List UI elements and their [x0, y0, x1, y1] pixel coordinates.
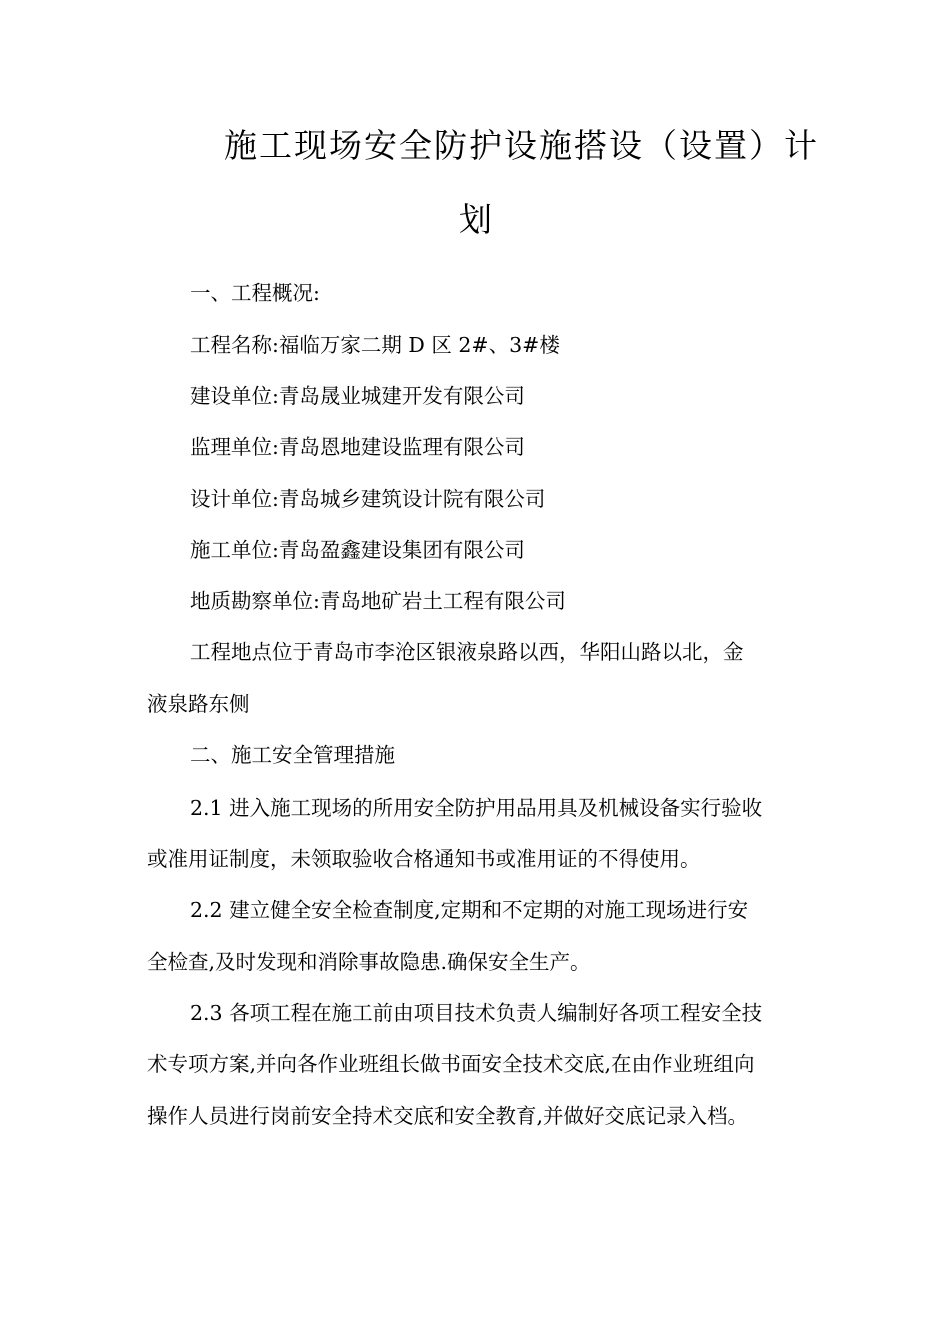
measure-2-2-line-1: 2.2 建立健全安全检查制度,定期和不定期的对施工现场进行安: [190, 898, 749, 922]
measure-2-1-line-2: 或准用证制度，未领取验收合格通知书或准用证的不得使用。: [147, 847, 701, 871]
measure-2-2-line-2: 全检查,及时发现和消除事故隐患.确保安全生产。: [147, 950, 591, 974]
measure-2-3-line-3: 操作人员进行岗前安全持术交底和安全教育,并做好交底记录入档。: [147, 1104, 749, 1128]
document-title-line-2: 划: [459, 200, 494, 239]
supervisor-line: 监理单位:青岛恩地建设监理有限公司: [190, 435, 525, 459]
designer-line: 设计单位:青岛城乡建筑设计院有限公司: [190, 487, 546, 511]
measure-2-1-line-1: 2.1 进入施工现场的所用安全防护用品用具及机械设备实行验收: [190, 796, 763, 820]
section-2-heading: 二、施工安全管理措施: [190, 743, 395, 767]
location-line-1: 工程地点位于青岛市李沧区银液泉路以西，华阳山路以北，金: [190, 640, 744, 664]
developer-line: 建设单位:青岛晟业城建开发有限公司: [190, 384, 525, 408]
document-title-line-1: 施工现场安全防护设施搭设（设置）计: [224, 126, 819, 165]
section-1-heading: 一、工程概况:: [190, 281, 320, 305]
measure-2-3-line-1: 2.3 各项工程在施工前由项目技术负责人编制好各项工程安全技: [190, 1001, 763, 1025]
location-line-2: 液泉路东侧: [147, 692, 250, 716]
project-name-line: 工程名称:福临万家二期 D 区 2#、3#楼: [190, 333, 560, 357]
measure-2-3-line-2: 术专项方案,并向各作业班组长做书面安全技术交底,在由作业班组向: [147, 1052, 755, 1076]
contractor-line: 施工单位:青岛盈鑫建设集团有限公司: [190, 538, 525, 562]
survey-unit-line: 地质勘察单位:青岛地矿岩土工程有限公司: [190, 589, 566, 613]
